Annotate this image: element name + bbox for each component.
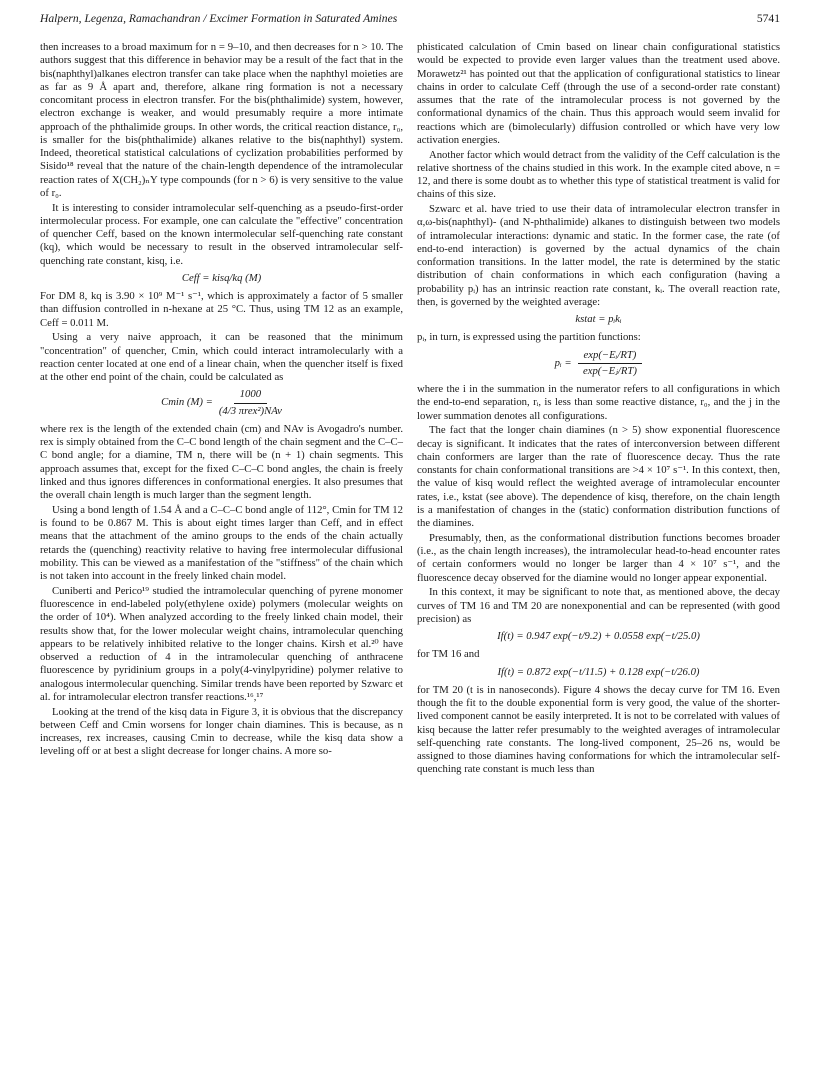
fraction: [219, 388, 282, 418]
paragraph: Using a bond length of 1.54 Å and a C–C–C bond angle of 112°, Cmin for TM 12 is found to be 0.867 M. This is about eight times larger than Ceff, and in effect means that the attachment of the amino groups to the ends of the chain actually retards the (quenching) reactivity relative to having free intermolecular diffusional mobility. This can be viewed as a manifestation of the "stiffness" of the chain which is not taken into account in the freely linked chain model.: [40, 503, 403, 582]
paragraph: Szwarc et al. have tried to use their data of intramolecular electron transfer in α,ω-bis(naphthyl)- (and N-phthalimide) alkanes to distinguish between two models of intramolecular interactions: dynamic and static. In the former case, the rate (of end-to-end interaction) is governed by the actual dynamics of the chain conformation transitions. In the latter model, the rate is determined by the static distribution of chain conformations in which each configuration (having a probability pᵢ) has an intrinsic reaction rate constant, kᵢ. The overall reaction rate, then, is governed by the weighted average:: [417, 203, 780, 308]
paragraph: pᵢ, in turn, is expressed using the partition functions:: [417, 331, 641, 344]
fraction-numerator: 1000: [234, 388, 267, 403]
paragraph: for TM 16 and: [417, 648, 480, 661]
fraction-denominator: (4/3 πrex²)NAv: [218, 404, 282, 417]
equation-tm16-decay: If(t) = 0.947 exp(−t/9.2) + 0.0558 exp(−t/25.0): [497, 630, 700, 642]
paragraph: Using a very naive approach, it can be reasoned that the minimum "concentration" of quencher, Cmin, which could interact intramolecularly with a reaction center located at one end of a linear chain, when the quencher itself is fixed at the other end point of the chain, could be calculated as: [40, 331, 403, 383]
paragraph: for TM 20 (t is in nanoseconds). Figure 4 shows the decay curve for TM 16. Even though the fit to the double exponential form is very good, the value of the shorter-lived component cannot be easily interpreted. It is not to be correlated with values of kisq because the latter refer presumably to the weighted averages of intramolecular self-quenching rate constants. The long-lived component, 25–26 ns, would be assigned to those diamines having conformations for which the intramolecular self-quenching rate constant is much less than: [417, 683, 780, 776]
running-header: [40, 12, 780, 30]
paragraph: It is interesting to consider intramolecular self-quenching as a pseudo-first-order intermolecular process. For example, one can calculate the "effective" concentration of quencher Ceff, based on the known intermolecular self-quenching rate constant (kq), which would be necessary to result in the observed intramolecular self-quenching rate constant, kisq, i.e.: [40, 201, 403, 267]
paragraph: The fact that the longer chain diamines (n > 5) show exponential fluorescence decay is significant. It indicates that the rates of interconversion between different chain conformers are larger than the rate of fluorescence decay. Thus the rate constants for chain conformational transitions are >4 × 10⁷ s⁻¹. In this context, then, the value of kisq would reflect the weighted average of intramolecular encounter rates, i.e., kstat (see above). The dependence of kisq, therefore, on the chain length is a manifestation of changes in the (static) conformation distribution functions of the diamines.: [417, 424, 780, 529]
running-title: Halpern, Legenza, Ramachandran / Excimer Formation in Saturated Amines: [40, 12, 398, 25]
equation-kstat: kstat = pᵢkᵢ: [575, 313, 622, 325]
equation-lhs: Cmin (M) =: [161, 396, 213, 409]
paragraph: Another factor which would detract from the validity of the Ceff calculation is the relative shortness of the chains studied in this work. In the example cited above, n = 12, and there is some doubt as to whether this type of statistical treatment is valid for chains of this size.: [417, 148, 780, 201]
left-column: [40, 41, 403, 760]
paragraph: where the i in the summation in the numerator refers to all configurations in which the end-to-end separation, rᵢ, is less than some reactive distance, r₀, and the j in the lower summation denotes all configurations.: [417, 383, 780, 422]
fraction-numerator: exp(−Eᵢ/RT): [578, 349, 643, 364]
equation-tm20-decay: If(t) = 0.872 exp(−t/11.5) + 0.128 exp(−t/26.0): [497, 665, 700, 678]
paragraph: then increases to a broad maximum for n = 9–10, and then decreases for n > 10. The authors suggest that this difference in behavior may be a result of the fact that in the bis(naphthyl)alkanes electron transfer can take place when the naphthyl moieties are as far as 9 Å apart and, therefore, alkane ring formation is not a necessary concomitant process in electron transfer. For the bis(phthalimide) system, however, electron exchange is weaker, and would presumably require a more intimate approach of the phthalimide groups. In other words, the critical reaction distance, r₀, is smaller for the bis(phthalimide) alkanes relative to the bis(naphthyl) system. Indeed, theoretical statistical calculations of cyclization probabilities performed by Sisido¹⁸ reveal that the nature of the chain-length dependence of the intramolecular reaction rates of X(CH₂)ₙY type compounds (for n > 6) is very sensitive to the value of r₀.: [40, 41, 403, 199]
paragraph: In this context, it may be significant to note that, as mentioned above, the decay curves of TM 16 and TM 20 are nonexponential and can be represented (with good precision) as: [417, 586, 780, 625]
paragraph: For DM 8, kq is 3.90 × 10⁹ M⁻¹ s⁻¹, which is approximately a factor of 5 smaller than diffusion controlled in n-hexane at 25 °C. Thus, using TM 12 as an example, Ceff = 0.011 M.: [40, 290, 403, 329]
fraction: [578, 349, 643, 379]
paragraph: Looking at the trend of the kisq data in Figure 3, it is obvious that the discrepancy between Ceff and Cmin worsens for longer chain diamines. This is because, as n increases, rex increases, causing Cmin to decrease, while the kisq data show a leveling off or at best a slight decrease for longer chains. A more so-: [40, 705, 403, 758]
equation-lhs: pᵢ =: [554, 356, 572, 369]
equation-ceff: Ceff = kisq/kq (M): [181, 271, 262, 284]
paragraph: Cuniberti and Perico¹⁹ studied the intramolecular quenching of pyrene monomer fluorescence in end-labeled poly(ethylene oxide) polymers (molecular weights on the order of 10⁴). When analyzed according to the freely linked chain model, their results show that, for the lower molecular weight chains, intramolecular quenching appears to be relatively inhibited relative to the longer chains. Kirsh et al.²⁰ have observed a reduction of 4 in the intramolecular quenching of anthracene fluorescence by pyridinium groups in a poly(4-vinylpyridine) polymer relative to analogous intermolecular quenching. Similar trends have been reported by Szwarc et al. for intramolecular electron transfer reactions.¹⁶,¹⁷: [40, 584, 403, 703]
paragraph: where rex is the length of the extended chain (cm) and NAv is Avogadro's number. rex is simply obtained from the C–C bond length of the chain segment and the C–C–C bond angle; for a diamine, TM n, there will be (n + 1) chain segments. This approach assumes that, except for the fixed C–C–C bond angles, the chain is freely linked and thus ignores differences in conformational energies. It also presumes that the overall chain length is much larger than the segment length.: [40, 422, 403, 501]
equation-pi: [417, 349, 780, 379]
right-column: [417, 41, 780, 778]
paragraph: phisticated calculation of Cmin based on linear chain configurational statistics would be expected to provide even larger values than the treatment used above. Morawetz²¹ has pointed out that the application of configurational statistics to linear chains in order to calculate Ceff (through the use of a second-order rate constant) assumes that the rate of the intramolecular process is not governed by the conformational dynamics of the chain. Thus this approach would seem invalid for reactions which are (bimolecularly) diffusion controlled or which have very low activation energies.: [417, 41, 780, 146]
equation-cmin: [40, 388, 403, 418]
fraction-denominator: exp(−Eⱼ/RT): [582, 364, 637, 377]
paragraph: Presumably, then, as the conformational distribution functions becomes broader (i.e., as the chain length increases), the intramolecular head-to-head encounter rates of certain conformers would no longer be larger than 4 × 10⁷ s⁻¹, and the fluorescence decay observed for the diamine would no longer appear exponential.: [417, 531, 780, 584]
page-number: 5741: [756, 12, 780, 25]
